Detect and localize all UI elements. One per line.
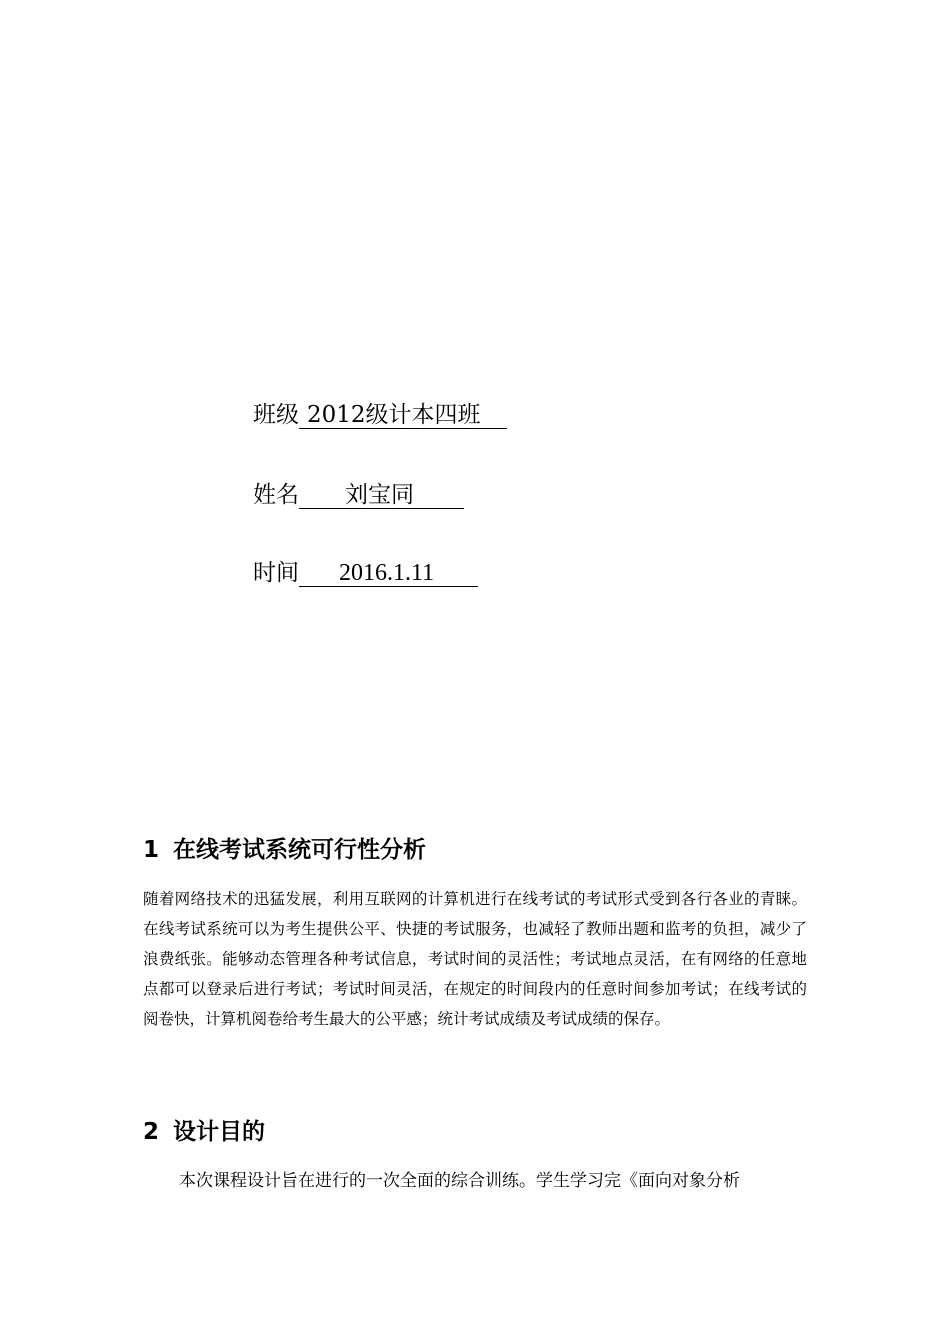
class-value: 2012级计本四班 [299,403,507,429]
class-line [253,400,507,430]
section-2-body: 本次课程设计旨在进行的一次全面的综合训练。学生学习完《面向对象分析 [179,1171,740,1191]
section-2-title: 设计目的 [173,1119,266,1145]
name-value: 刘宝同 [299,483,464,509]
name-line [253,480,464,510]
section-2-number: 2 [143,1119,160,1145]
section-1-body: 随着网络技术的迅猛发展，利用互联网的计算机进行在线考试的考试形式受到各行各业的青睐。在线考试系统可以为考生提供公平、快捷的考试服务，也减轻了教师出题和监考的负担，减少了浪费纸张。能够动态管理各种考试信息，考试时间的灵活性；考试地点灵活，在有网络的任意地点都可以登录后进行考试；考试时间灵活，在规定的时间段内的任意时间参加考试；在线考试的阅卷快，计算机阅卷给考生最大的公平感；统计考试成绩及考试成绩的保存。 [143,890,807,1028]
section-2-heading [143,1117,265,1147]
name-label: 姓名 [253,482,299,508]
date-value: 2016.1.11 [299,561,478,587]
class-label: 班级 [253,402,299,428]
section-1-number: 1 [143,837,160,863]
date-label: 时间 [253,560,299,586]
section-1-heading [143,835,426,865]
section-1-title: 在线考试系统可行性分析 [173,837,427,863]
date-line [253,558,478,588]
